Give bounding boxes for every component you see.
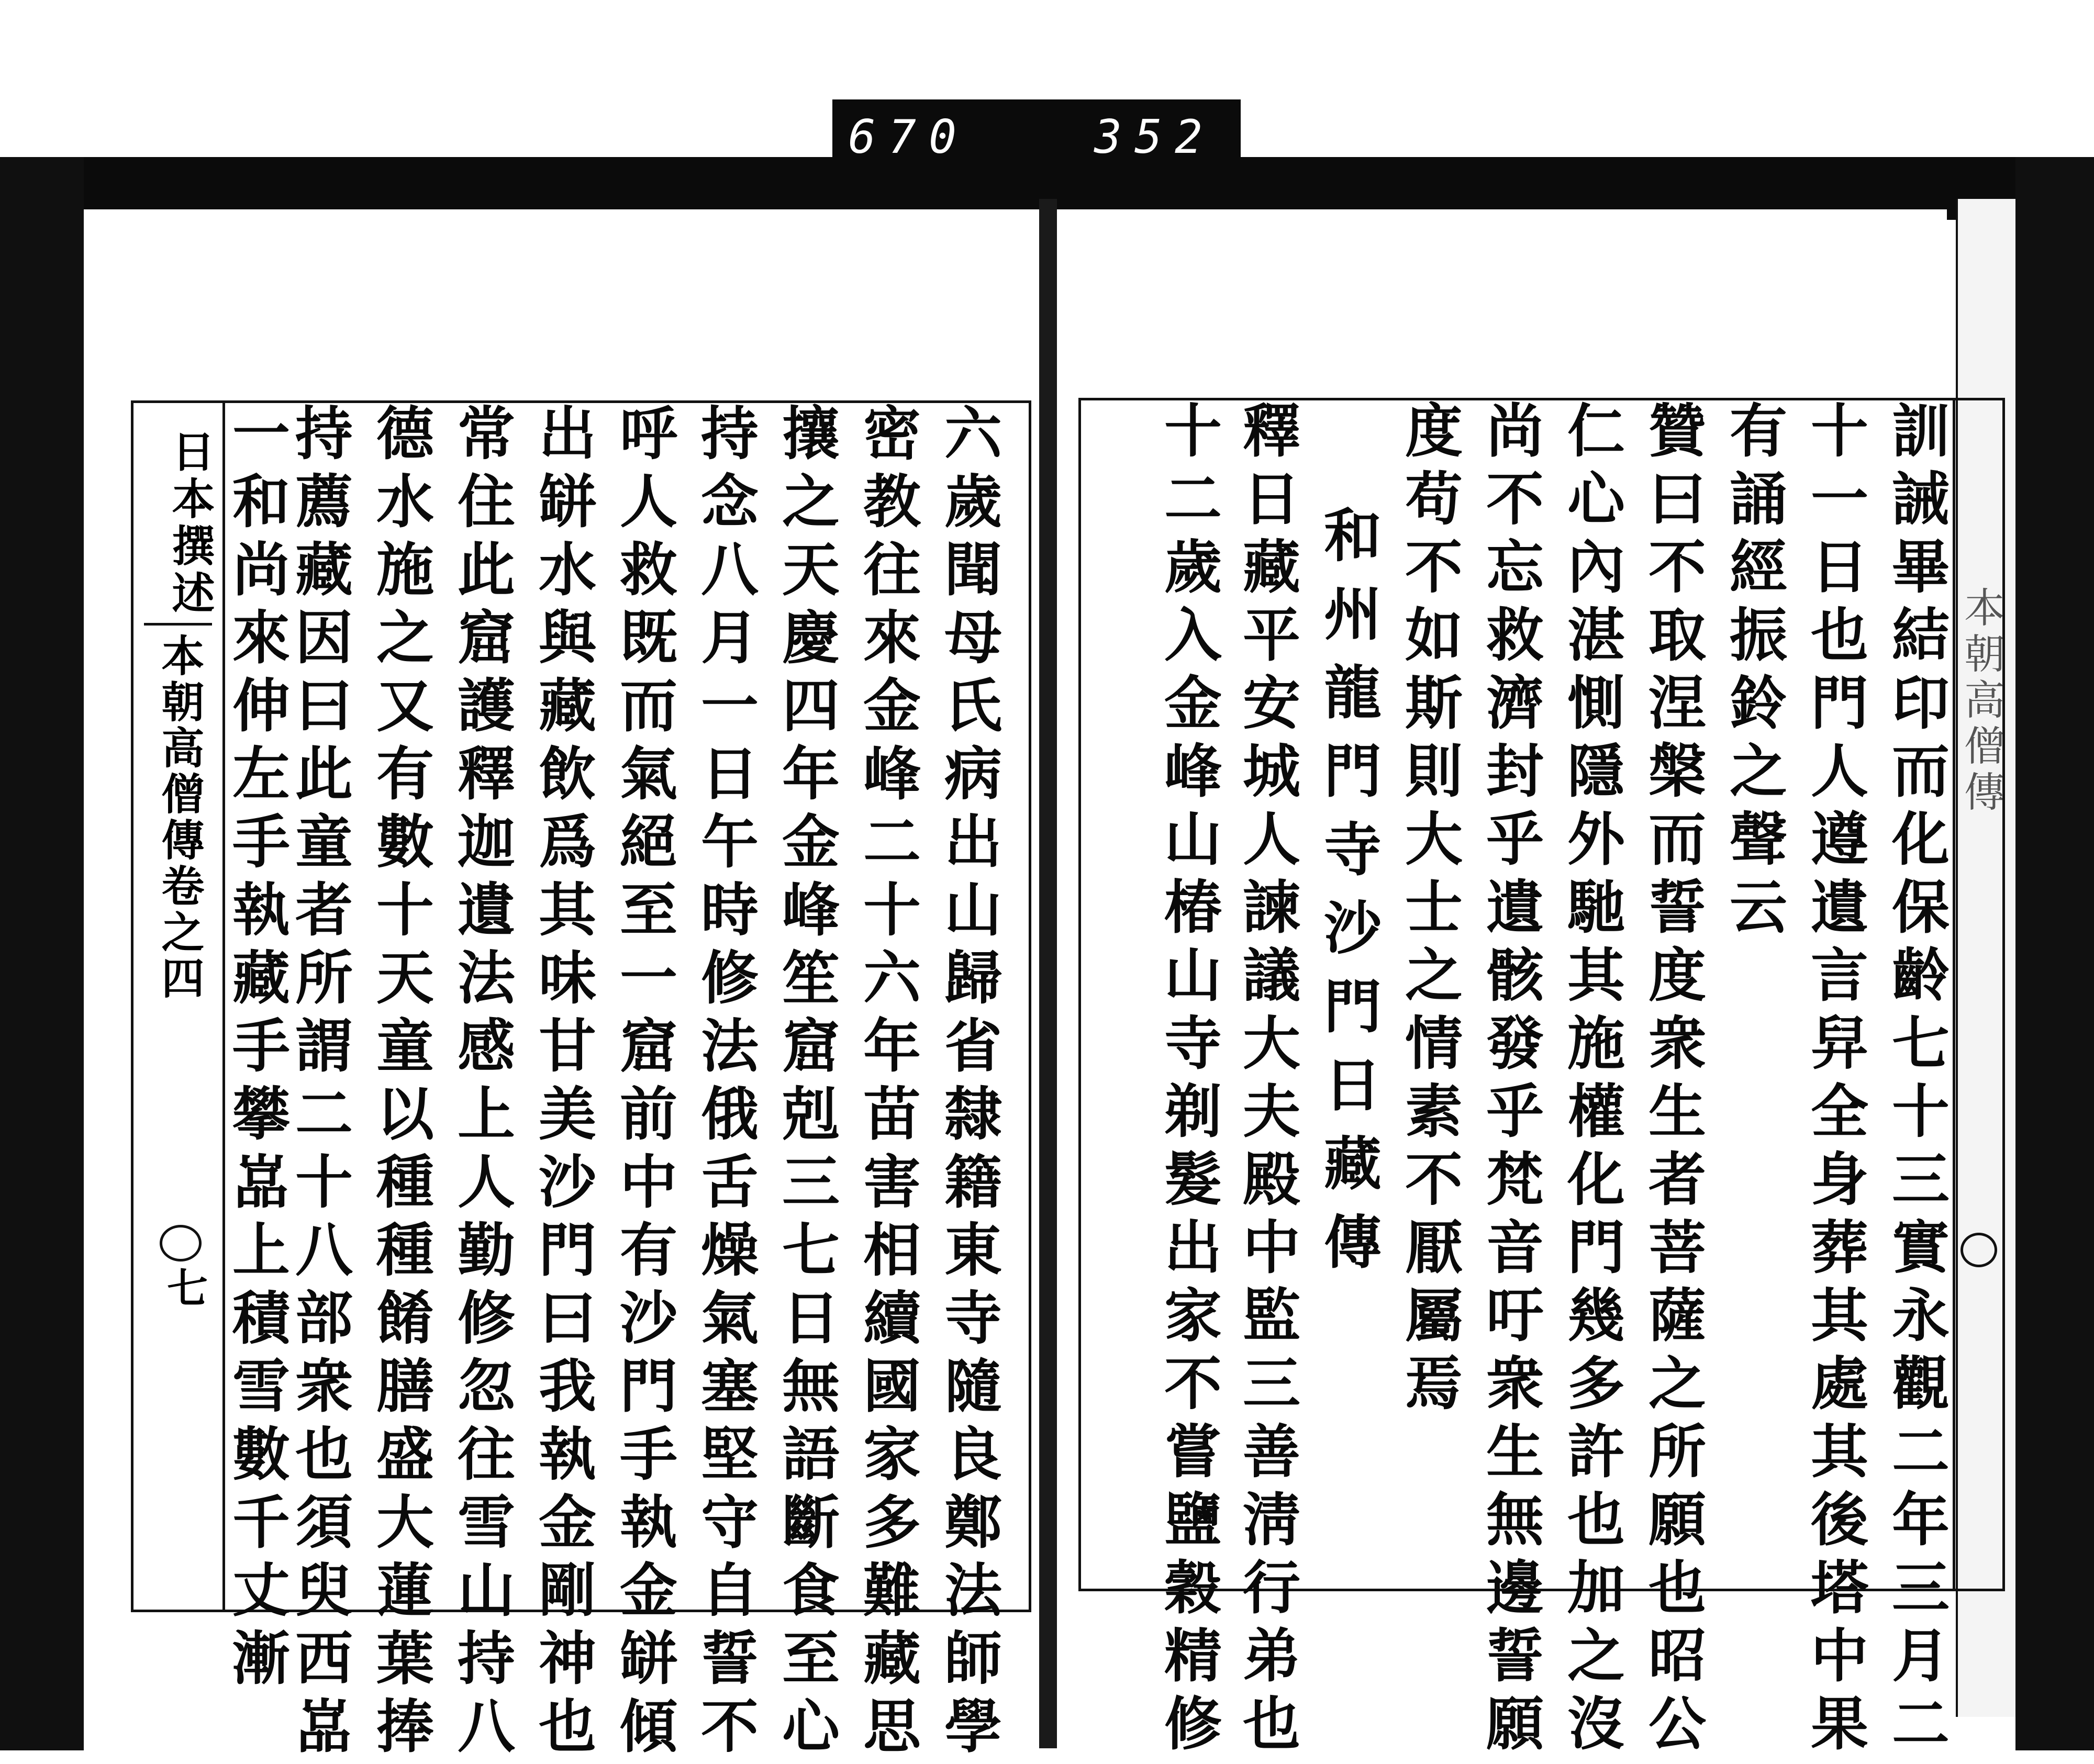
text-column: 尚不忘救濟封乎遺骸發乎梵音吁衆生無邊誓願 (1477, 400, 1544, 1761)
right-text-block (1078, 398, 2005, 1761)
page-margin-header (133, 403, 225, 1610)
left-text-block (131, 400, 1031, 1764)
next-page-edge-text: 本朝高僧傳 (1957, 586, 2004, 817)
margin-title-box (144, 414, 215, 626)
text-column: 呼人救既而氣絕至一窟前中有沙門手執金缾傾 (610, 403, 678, 1764)
text-column: 仁心內湛惻隱外馳其施權化門幾多許也加之沒 (1558, 400, 1625, 1761)
text-column: 有誦經振鈴之聲云 (1720, 400, 1788, 945)
text-column: 攘之天慶四年金峰笙窟剋三七日無語斷食至心 (773, 403, 840, 1764)
text-column: 德水施之又有數十天童以種種餚膳盛大蓮葉捧 (367, 403, 435, 1764)
text-column: 釋日藏平安城人諫議大夫殿中監三善淸行弟也 (1233, 400, 1301, 1761)
text-column: 密教往來金峰二十六年苗害相續國家多難藏思 (854, 403, 921, 1764)
text-column: 出缾水與藏飲爲其味甘美沙門曰我執金剛神也 (529, 403, 597, 1764)
right-page-margin (1953, 400, 2002, 1589)
margin-circle-mark (160, 1225, 202, 1261)
film-counter-right: 352 (1094, 110, 1215, 164)
left-film-edge (0, 157, 84, 1750)
text-column: 持薦藏因曰此童者所謂二十八部衆也須臾西嵓 (286, 403, 353, 1764)
text-column: 持念八月一日午時修法俄舌燥氣塞堅守自誓不 (692, 403, 759, 1764)
text-column: 一和尚來伸左手執藏手攀嵓上積雪數千丈漸 (223, 403, 291, 1696)
right-film-edge (2015, 157, 2094, 1750)
film-counter-left: 670 (848, 110, 969, 164)
text-column: 六歲聞母氏病出山歸省隸籍東寺隨良鄭法師學 (935, 403, 1003, 1764)
text-column: 十二歲入金峰山椿山寺剃髮出家不嘗鹽穀精修 (1155, 400, 1222, 1761)
book-spine-gutter (1039, 199, 1057, 1748)
text-column: 訓誡畢結印而化保齡七十三實永觀二年三月二 (1883, 400, 1950, 1761)
margin-circle-mark (1961, 1233, 1997, 1267)
text-column: 贊曰不取涅槃而誓度衆生者菩薩之所願也昭公 (1639, 400, 1707, 1761)
margin-folio-number: 七 (160, 1267, 208, 1308)
biography-heading: 和州龍門寺沙門日藏傳 (1315, 505, 1382, 1290)
text-column: 常住此窟護釋迦遺法感上人勤修忽往雪山持八 (448, 403, 516, 1764)
text-column: 十一日也門人遵遺言舁全身葬其處其後塔中果 (1801, 400, 1869, 1761)
margin-title: 日本撰述 (165, 429, 215, 618)
margin-book-title: 本朝高僧傳卷之四 (154, 633, 205, 1002)
text-column: 度苟不如斯則大士之情素不厭屬焉 (1396, 400, 1463, 1421)
